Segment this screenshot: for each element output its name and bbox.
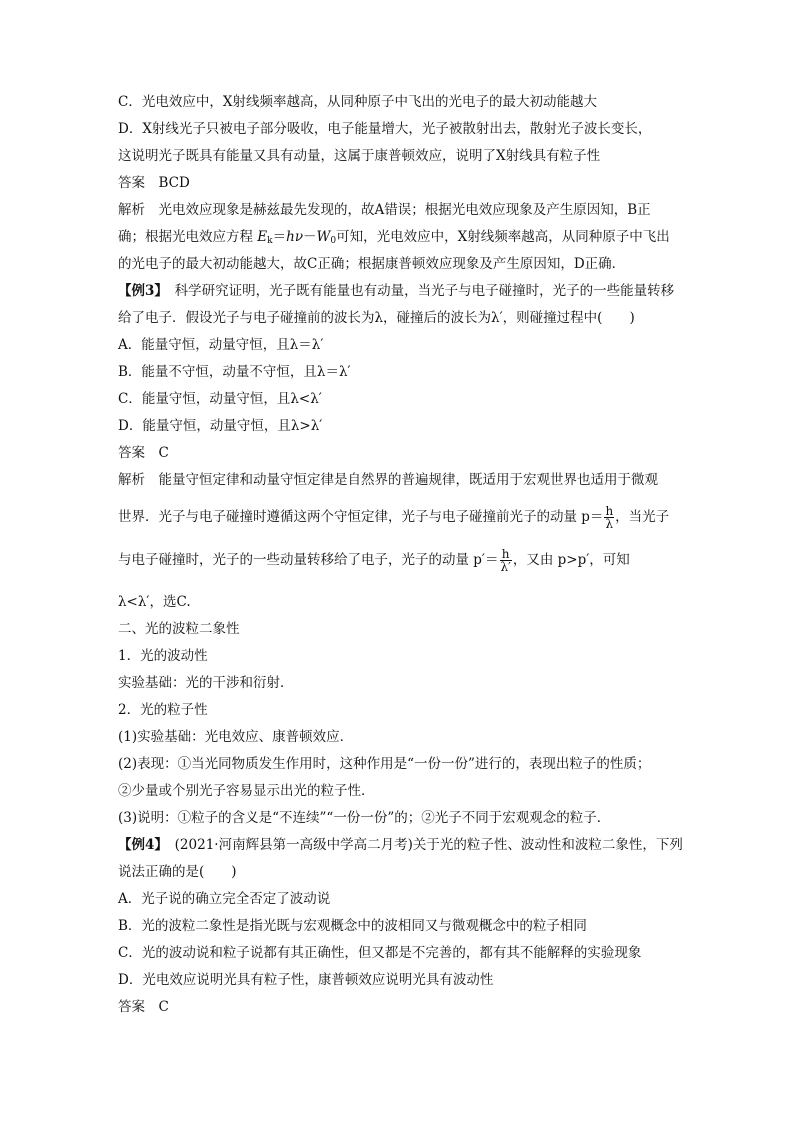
- example-3-option-b: B．能量不守恒，动量不守恒，且λ＝λ′: [118, 364, 351, 380]
- example-3-line1: 【例3】 科学研究证明，光子既有能量也有动量，当光子与电子碰撞时，光子的一些能量转移: [118, 283, 675, 299]
- subsection-2: 2．光的粒子性: [118, 702, 208, 718]
- analysis-1-line3: 的光电子的最大初动能越大，故C正确；根据康普顿效应现象及产生原因知，D正确．: [118, 256, 626, 272]
- example-3-line2: 给了电子．假设光子与电子碰撞前的波长为λ，碰撞后的波长为λ′，则碰撞过程中( ): [118, 310, 635, 326]
- example-3-option-c: C．能量守恒，动量守恒，且λ<λ′: [118, 391, 322, 407]
- fraction-h-over-lambda-prime: $\frac{h}{\lambda'}$: [500, 547, 511, 574]
- example-4-tag: 【例4】: [118, 837, 162, 853]
- example-4-option-b: B．光的波粒二象性是指光既与宏观概念中的波相同又与微观概念中的粒子相同: [118, 918, 587, 934]
- subsection-2-item2-line1: (2)表现：①当光同物质发生作用时，这种作用是“一份一份”进行的，表现出粒子的性质；: [118, 756, 651, 772]
- analysis-2-line4: λ<λ′，选C.: [118, 594, 191, 610]
- answer-1: 答案 BCD: [118, 175, 190, 191]
- example-4-option-d: D．光电效应说明光具有粒子性，康普顿效应说明光具有波动性: [118, 972, 494, 988]
- analysis-2-line1: 解析 能量守恒定律和动量守恒定律是自然界的普遍规律，既适用于宏观世界也适用于微观: [118, 472, 658, 488]
- analysis-1-line1: 解析 光电效应现象是赫兹最先发现的，故A错误；根据光电效应现象及产生原因知，B正: [118, 202, 651, 218]
- example-4-option-a: A．光子说的确立完全否定了波动说: [118, 891, 331, 907]
- example-3-option-d: D．能量守恒，动量守恒，且λ>λ′: [118, 418, 323, 434]
- analysis-2-line2: 世界．光子与电子碰撞时遵循这两个守恒定律，光子与电子碰撞前光子的动量 p＝ $\frac{h}{\lambda}$ ，当光子: [118, 504, 670, 531]
- subsection-1: 1．光的波动性: [118, 648, 208, 664]
- example-4-line2: 说法正确的是( ): [118, 864, 237, 880]
- answer-3: 答案 C: [118, 999, 169, 1015]
- answer-2: 答案 C: [118, 445, 169, 461]
- analysis-2-line3: 与电子碰撞时，光子的一些动量转移给了电子，光子的动量 p′＝ $\frac{h}{\lambda'}$ ，又由 p>p′，可知: [118, 547, 630, 574]
- fraction-h-over-lambda: $\frac{h}{\lambda}$: [605, 504, 614, 531]
- option-c-prev: C．光电效应中，X射线频率越高，从同种原子中飞出的光电子的最大初动能越大: [118, 94, 597, 110]
- example-4-line1: 【例4】 (2021·河南辉县第一高级中学高二月考)关于光的粒子性、波动性和波粒二象性，下列: [118, 837, 683, 853]
- example-3-tag: 【例3】: [118, 283, 162, 299]
- subsection-2-item3: (3)说明：①粒子的含义是“不连续”“一份一份”的；②光子不同于宏观观念的粒子．: [118, 810, 611, 826]
- analysis-1-line2: 确；根据光电效应方程 $E_k=h\nu-W_0$可知，光电效应中，X射线频率越高，从同种原子中飞出: [118, 229, 670, 246]
- subsection-2-item1: (1)实验基础：光电效应、康普顿效应．: [118, 729, 354, 745]
- subsection-2-item2-line2: ②少量或个别光子容易显示出光的粒子性．: [118, 783, 375, 799]
- section-2-heading: 二、光的波粒二象性: [118, 621, 240, 637]
- option-d-prev-line1: D．X射线光子只被电子部分吸收，电子能量增大，光子被散射出去，散射光子波长变长，: [118, 121, 652, 137]
- example-3-option-a: A．能量守恒，动量守恒，且λ＝λ′: [118, 337, 324, 353]
- subsection-1-content: 实验基础：光的干涉和衍射．: [118, 675, 294, 691]
- option-d-prev-line2: 这说明光子既具有能量又具有动量，这属于康普顿效应，说明了X射线具有粒子性: [118, 148, 601, 164]
- example-4-option-c: C．光的波动说和粒子说都有其正确性，但又都是不完善的，都有其不能解释的实验现象: [118, 945, 642, 961]
